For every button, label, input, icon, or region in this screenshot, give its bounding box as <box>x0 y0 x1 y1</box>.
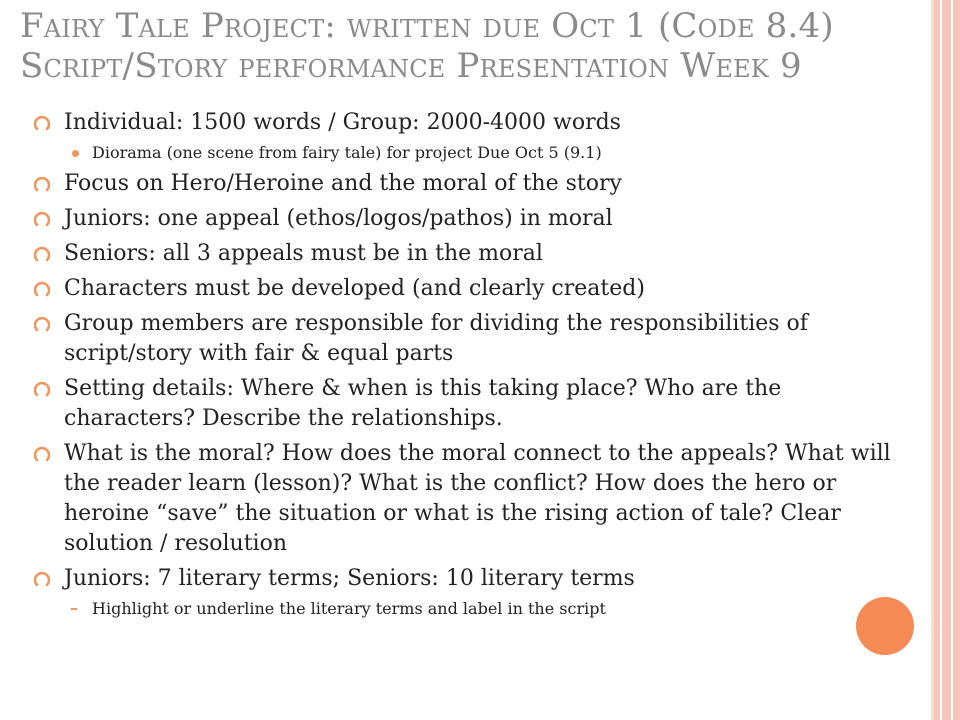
bullet-item <box>34 108 894 138</box>
bullet-item <box>34 439 894 559</box>
bullet-text: Juniors: one appeal (ethos/logos/pathos) in moral <box>64 206 613 231</box>
bullet-item <box>34 564 894 594</box>
arc-bullet-icon <box>34 317 50 333</box>
sub-bullet-item <box>34 598 894 620</box>
bullet-text: Group members are responsible for dividing the responsibilities of script/story with fair & equal parts <box>64 311 808 366</box>
bullet-list <box>34 108 894 625</box>
bullet-item <box>34 204 894 234</box>
decorative-orange-circle <box>856 597 914 655</box>
bullet-text: Seniors: all 3 appeals must be in the moral <box>64 241 543 266</box>
arc-bullet-icon <box>34 447 50 463</box>
slide-title <box>20 6 925 86</box>
dash-bullet-icon <box>71 608 77 610</box>
sub-bullet-item <box>34 142 894 164</box>
bullet-text: What is the moral? How does the moral connect to the appeals? What will the reader learn (lesson)? What is the conflict? How does the hero or heroine “save” the situation or what is the rising action of tale? Clear solution / resolution <box>64 441 891 556</box>
arc-bullet-icon <box>34 572 50 588</box>
arc-bullet-icon <box>34 282 50 298</box>
arc-bullet-icon <box>34 247 50 263</box>
arc-bullet-icon <box>34 116 50 132</box>
bullet-item <box>34 374 894 434</box>
bullet-item <box>34 169 894 199</box>
bullet-text: Setting details: Where & when is this taking place? Who are the characters? Describe the relationships. <box>64 376 782 431</box>
arc-bullet-icon <box>34 177 50 193</box>
slide-title-line-1: Fairy Tale Project: written due Oct 1 (Code 8.4) <box>20 6 834 46</box>
bullet-item <box>34 239 894 269</box>
decorative-side-stripe <box>934 0 960 720</box>
decorative-stripe-line <box>951 0 953 720</box>
bullet-text: Juniors: 7 literary terms; Seniors: 10 literary terms <box>64 566 635 591</box>
dot-bullet-icon <box>72 150 79 157</box>
arc-bullet-icon <box>34 382 50 398</box>
decorative-stripe-line <box>940 0 942 720</box>
bullet-item <box>34 274 894 304</box>
bullet-item <box>34 309 894 369</box>
bullet-text: Individual: 1500 words / Group: 2000-4000 words <box>64 110 621 135</box>
sub-bullet-text: Diorama (one scene from fairy tale) for project Due Oct 5 (9.1) <box>92 143 602 162</box>
arc-bullet-icon <box>34 212 50 228</box>
bullet-text: Focus on Hero/Heroine and the moral of the story <box>64 171 622 196</box>
bullet-text: Characters must be developed (and clearly created) <box>64 276 645 301</box>
sub-bullet-text: Highlight or underline the literary terms and label in the script <box>92 599 606 618</box>
slide-title-line-2: Script/Story performance Presentation Week 9 <box>20 46 802 86</box>
